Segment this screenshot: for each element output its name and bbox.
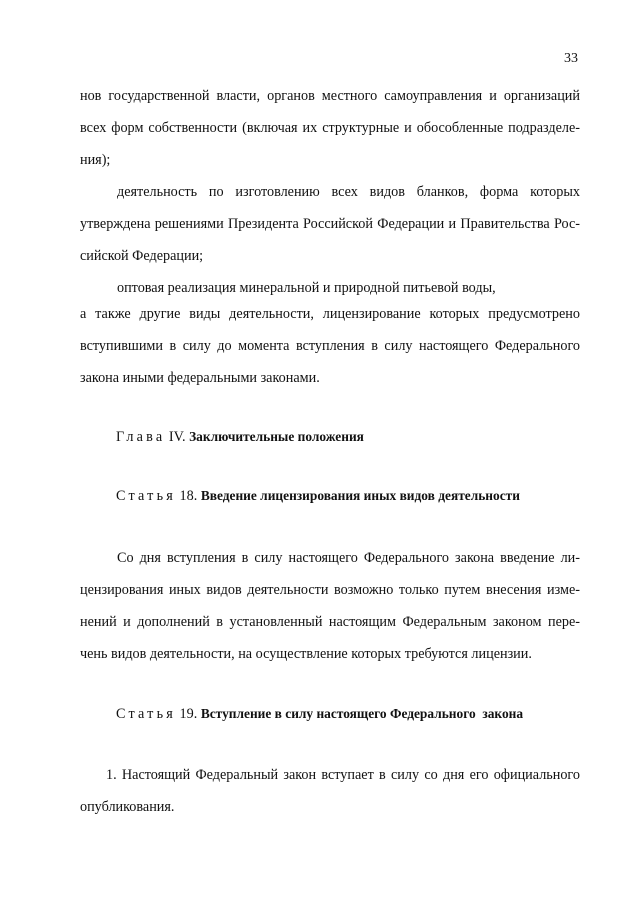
article-19-heading xyxy=(116,705,523,723)
chapter-number: IV. xyxy=(168,429,186,445)
article-title: Вступление в силу настоящего Федерального закона xyxy=(200,706,524,721)
text-line: вступившими в силу до момента вступления в силу настоящего Федерального xyxy=(80,338,580,354)
article-number: 19. xyxy=(179,706,198,722)
text-line: оптовая реализация минеральной и природной питьевой воды, xyxy=(117,280,496,296)
chapter-heading xyxy=(116,428,364,446)
text-line: утверждена решениями Президента Российской Федерации и Правительства Рос- xyxy=(80,216,580,232)
text-line: а также другие виды деятельности, лицензирование которых предусмотрено xyxy=(80,306,580,322)
text-line: всех форм собственности (включая их структурные и обособленные подразделе- xyxy=(80,120,580,136)
page-number: 33 xyxy=(564,51,578,66)
text-line: 1. Настоящий Федеральный закон вступает в силу со дня его официального xyxy=(106,767,580,783)
text-line: деятельность по изготовлению всех видов бланков, форма которых xyxy=(117,184,580,200)
article-prefix: Статья xyxy=(116,706,176,722)
text-line: опубликования. xyxy=(80,799,175,815)
text-line: ния); xyxy=(80,152,111,168)
text-line: нений и дополнений в установленный настоящим Федеральным законом пере- xyxy=(80,614,580,630)
text-line: чень видов деятельности, на осуществление которых требуются лицензии. xyxy=(80,646,532,662)
article-number: 18. xyxy=(179,488,198,504)
article-18-heading xyxy=(116,487,520,505)
chapter-prefix: Глава xyxy=(116,429,166,445)
text-line: нов государственной власти, органов местного самоуправления и организаций xyxy=(80,88,580,104)
article-prefix: Статья xyxy=(116,488,176,504)
text-line: цензирования иных видов деятельности возможно только путем внесения изме- xyxy=(80,582,580,598)
chapter-title: Заключительные положения xyxy=(189,429,364,444)
text-line: закона иными федеральными законами. xyxy=(80,370,320,386)
text-line: Со дня вступления в силу настоящего Федерального закона введение ли- xyxy=(117,550,580,566)
text-line: сийской Федерации; xyxy=(80,248,204,264)
article-title: Введение лицензирования иных видов деятельности xyxy=(200,488,520,503)
